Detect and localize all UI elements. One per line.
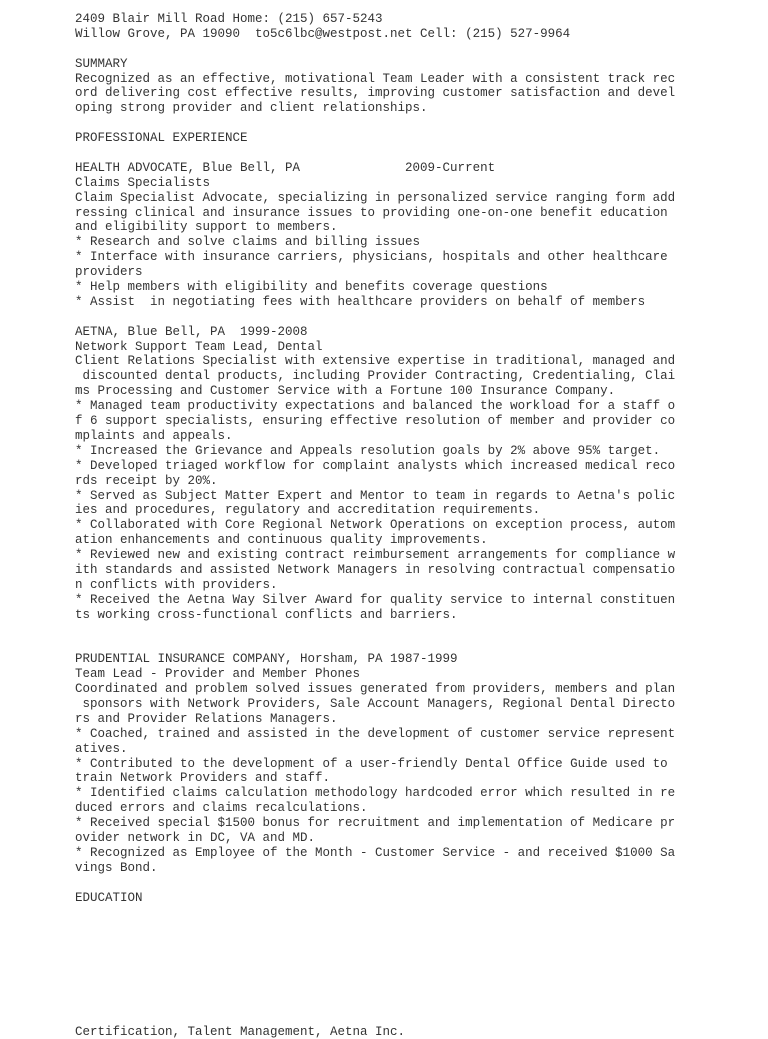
job-description: ms Processing and Customer Service with a Fortune 100 Insurance Company. xyxy=(75,384,616,399)
blank-line xyxy=(75,950,735,965)
bullet-line: mplaints and appeals. xyxy=(75,428,233,443)
bullet-line: vings Bond. xyxy=(75,860,158,875)
resume-document xyxy=(75,12,735,1039)
bullet-line: * Increased the Grievance and Appeals resolution goals by 2% above 95% target. xyxy=(75,443,661,458)
job-description: and eligibility support to members. xyxy=(75,220,338,235)
bullet-line: ies and procedures, regulatory and accreditation requirements. xyxy=(75,503,541,518)
employer-heading: HEALTH ADVOCATE, Blue Bell, PA 2009-Current xyxy=(75,160,496,175)
blank-line xyxy=(75,965,735,980)
blank-line xyxy=(75,623,735,638)
certification-line: Certification, Talent Management, Aetna Inc. xyxy=(75,1024,406,1039)
bullet-line: * Contributed to the development of a user-friendly Dental Office Guide used to xyxy=(75,756,668,771)
bullet-line: train Network Providers and staff. xyxy=(75,771,331,786)
summary-text: oping strong provider and client relationships. xyxy=(75,101,428,116)
bullet-line: * Received special $1500 bonus for recruitment and implementation of Medicare pr xyxy=(75,816,676,831)
contact-line-cell: Willow Grove, PA 19090 to5c6lbc@westpost.net Cell: (215) 527-9964 xyxy=(75,26,571,41)
job-description: sponsors with Network Providers, Sale Account Managers, Regional Dental Directo xyxy=(75,696,676,711)
experience-heading: PROFESSIONAL EXPERIENCE xyxy=(75,131,248,146)
bullet-line: ation enhancements and continuous quality improvements. xyxy=(75,533,488,548)
bullet-line: rds receipt by 20%. xyxy=(75,473,218,488)
blank-line xyxy=(75,146,735,161)
bullet-line: * Received the Aetna Way Silver Award for quality service to internal constituen xyxy=(75,592,676,607)
blank-line xyxy=(75,905,735,920)
bullet-line: f 6 support specialists, ensuring effective resolution of member and provider co xyxy=(75,414,676,429)
employer-heading: AETNA, Blue Bell, PA 1999-2008 xyxy=(75,324,308,339)
bullet-line: duced errors and claims recalculations. xyxy=(75,801,368,816)
blank-line xyxy=(75,935,735,950)
bullet-line: ith standards and assisted Network Managers in resolving contractual compensatio xyxy=(75,562,676,577)
bullet-line: * Collaborated with Core Regional Network Operations on exception process, autom xyxy=(75,518,676,533)
bullet-line: * Identified claims calculation methodology hardcoded error which resulted in re xyxy=(75,786,676,801)
bullet-line: providers xyxy=(75,265,143,280)
job-description: discounted dental products, including Provider Contracting, Credentialing, Clai xyxy=(75,369,676,384)
job-description: ressing clinical and insurance issues to providing one-on-one benefit education xyxy=(75,205,668,220)
job-title: Network Support Team Lead, Dental xyxy=(75,339,323,354)
bullet-line: n conflicts with providers. xyxy=(75,577,278,592)
bullet-line: * Assist in negotiating fees with healthcare providers on behalf of members xyxy=(75,294,646,309)
bullet-line: * Help members with eligibility and benefits coverage questions xyxy=(75,280,548,295)
bullet-line: * Reviewed new and existing contract reimbursement arrangements for compliance w xyxy=(75,548,676,563)
job-description: rs and Provider Relations Managers. xyxy=(75,711,338,726)
employer-heading: PRUDENTIAL INSURANCE COMPANY, Horsham, PA 1987-1999 xyxy=(75,652,458,667)
job-title: Team Lead - Provider and Member Phones xyxy=(75,667,361,682)
summary-text: ord delivering cost effective results, improving customer satisfaction and devel xyxy=(75,86,676,101)
summary-heading: SUMMARY xyxy=(75,56,128,71)
bullet-line: ts working cross-functional conflicts and barriers. xyxy=(75,607,458,622)
job-description: Client Relations Specialist with extensive expertise in traditional, managed and xyxy=(75,354,676,369)
bullet-line: * Developed triaged workflow for complaint analysts which increased medical reco xyxy=(75,458,676,473)
blank-line xyxy=(75,1010,735,1025)
education-heading: EDUCATION xyxy=(75,890,143,905)
summary-text: Recognized as an effective, motivational Team Leader with a consistent track rec xyxy=(75,71,676,86)
bullet-line: * Managed team productivity expectations and balanced the workload for a staff o xyxy=(75,399,676,414)
bullet-line: * Research and solve claims and billing issues xyxy=(75,235,421,250)
blank-line xyxy=(75,310,735,325)
blank-line xyxy=(75,920,735,935)
blank-line xyxy=(75,116,735,131)
bullet-line: * Coached, trained and assisted in the development of customer service represent xyxy=(75,726,676,741)
contact-line-home: 2409 Blair Mill Road Home: (215) 657-5243 xyxy=(75,12,383,26)
blank-line xyxy=(75,980,735,995)
bullet-line: * Served as Subject Matter Expert and Mentor to team in regards to Aetna's polic xyxy=(75,488,676,503)
blank-line xyxy=(75,995,735,1010)
bullet-line: atives. xyxy=(75,741,128,756)
bullet-line: ovider network in DC, VA and MD. xyxy=(75,830,316,845)
blank-line xyxy=(75,876,735,891)
blank-line xyxy=(75,42,735,57)
job-title: Claims Specialists xyxy=(75,175,211,190)
job-description: Claim Specialist Advocate, specializing in personalized service ranging form add xyxy=(75,190,676,205)
job-description: Coordinated and problem solved issues generated from providers, members and plan xyxy=(75,682,676,697)
bullet-line: * Interface with insurance carriers, physicians, hospitals and other healthcare xyxy=(75,250,668,265)
blank-line xyxy=(75,637,735,652)
bullet-line: * Recognized as Employee of the Month - Customer Service - and received $1000 Sa xyxy=(75,845,676,860)
